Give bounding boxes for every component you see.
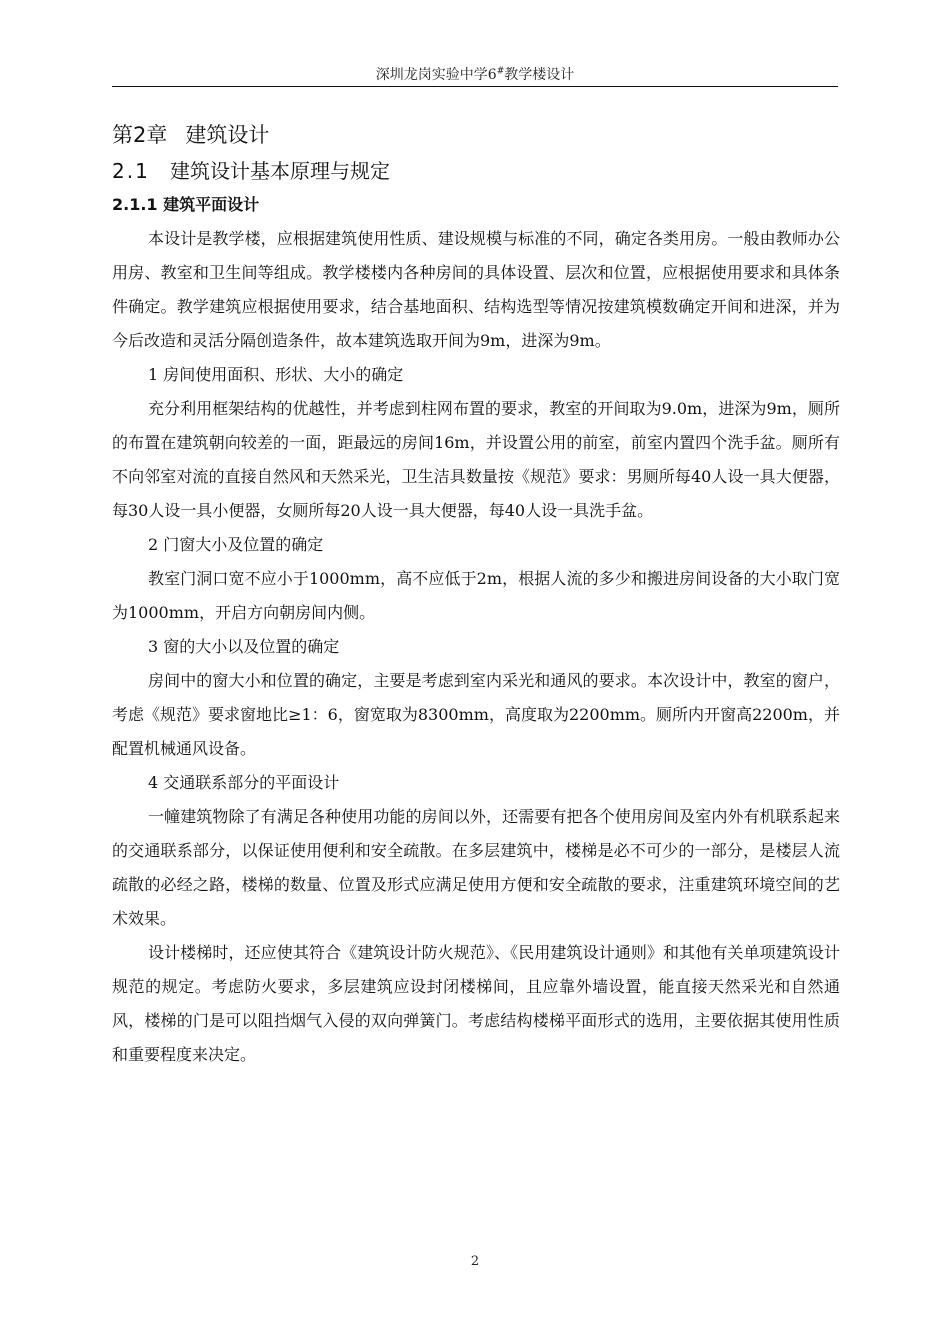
page-header [112,64,838,84]
header-rule [112,86,838,87]
page-number: 2 [470,1254,480,1269]
body-paragraph: 设计楼梯时，还应使其符合《建筑设计防火规范》、《民用建筑设计通则》和其他有关单项建筑设计规范的规定。考虑防火要求，多层建筑应设封闭楼梯间，且应靠外墙设置，能直接天然采光和自然通风，楼梯的门是可以阻挡烟气入侵的双向弹簧门。考虑结构楼梯平面形式的选用，主要依据其使用性质和重要程度来决定。 [112,943,840,1064]
item-heading: 2 门窗大小及位置的确定 [148,535,324,554]
section-title [112,156,840,186]
header-title-sup: # [496,66,505,77]
item-heading: 3 窗的大小以及位置的确定 [148,637,340,656]
body-paragraph: 本设计是教学楼，应根据建筑使用性质、建设规模与标准的不同，确定各类用房。一般由教师办公用房、教室和卫生间等组成。教学楼楼内各种房间的具体设置、层次和位置，应根据使用要求和具体条件确定。教学建筑应根据使用要求，结合基地面积、结构选型等情况按建筑模数确定开间和进深，并为今后改造和灵活分隔创造条件，故本建筑选取开间为9m，进深为9m。 [112,229,840,350]
section-number: 2.1 [112,159,150,183]
subsection-title: 2.1.1 建筑平面设计 [112,195,260,214]
chapter-title [112,120,840,150]
section-name: 建筑设计基本原理与规定 [170,159,390,183]
body-paragraph: 教室门洞口宽不应小于1000mm，高不应低于2m，根据人流的多少和搬进房间设备的大小取门宽为1000mm，开启方向朝房间内侧。 [112,569,840,622]
header-title-suffix: 教学楼设计 [504,67,575,83]
body-paragraph: 一幢建筑物除了有满足各种使用功能的房间以外，还需要有把各个使用房间及室内外有机联系起来的交通联系部分，以保证使用便利和安全疏散。在多层建筑中，楼梯是必不可少的一部分，是楼层人流疏散的必经之路，楼梯的数量、位置及形式应满足使用方便和安全疏散的要求，注重建筑环境空间的艺术效果。 [112,807,840,928]
chapter-number: 第2章 [112,123,168,147]
body-paragraph: 充分利用框架结构的优越性，并考虑到柱网布置的要求，教室的开间取为9.0m，进深为9m，厕所的布置在建筑朝向较差的一面，距最远的房间16m，并设置公用的前室，前室内置四个洗手盆。厕所有不向邻室对流的直接自然风和天然采光，卫生洁具数量按《规范》要求：男厕所每40人设一具大便器，每30人设一具小便器，女厕所每20人设一具大便器，每40人设一具洗手盆。 [112,399,840,520]
item-heading: 1 房间使用面积、形状、大小的确定 [148,365,404,384]
body-paragraph: 房间中的窗大小和位置的确定，主要是考虑到室内采光和通风的要求。本次设计中，教室的窗户，考虑《规范》要求窗地比≥1：6，窗宽取为8300mm，高度取为2200mm。厕所内开窗高2200m，并配置机械通风设备。 [112,671,840,758]
header-title: 深圳龙岗实验中学6 [375,67,497,83]
chapter-name: 建筑设计 [185,123,270,147]
page-content [112,112,840,1072]
item-heading: 4 交通联系部分的平面设计 [148,773,340,792]
